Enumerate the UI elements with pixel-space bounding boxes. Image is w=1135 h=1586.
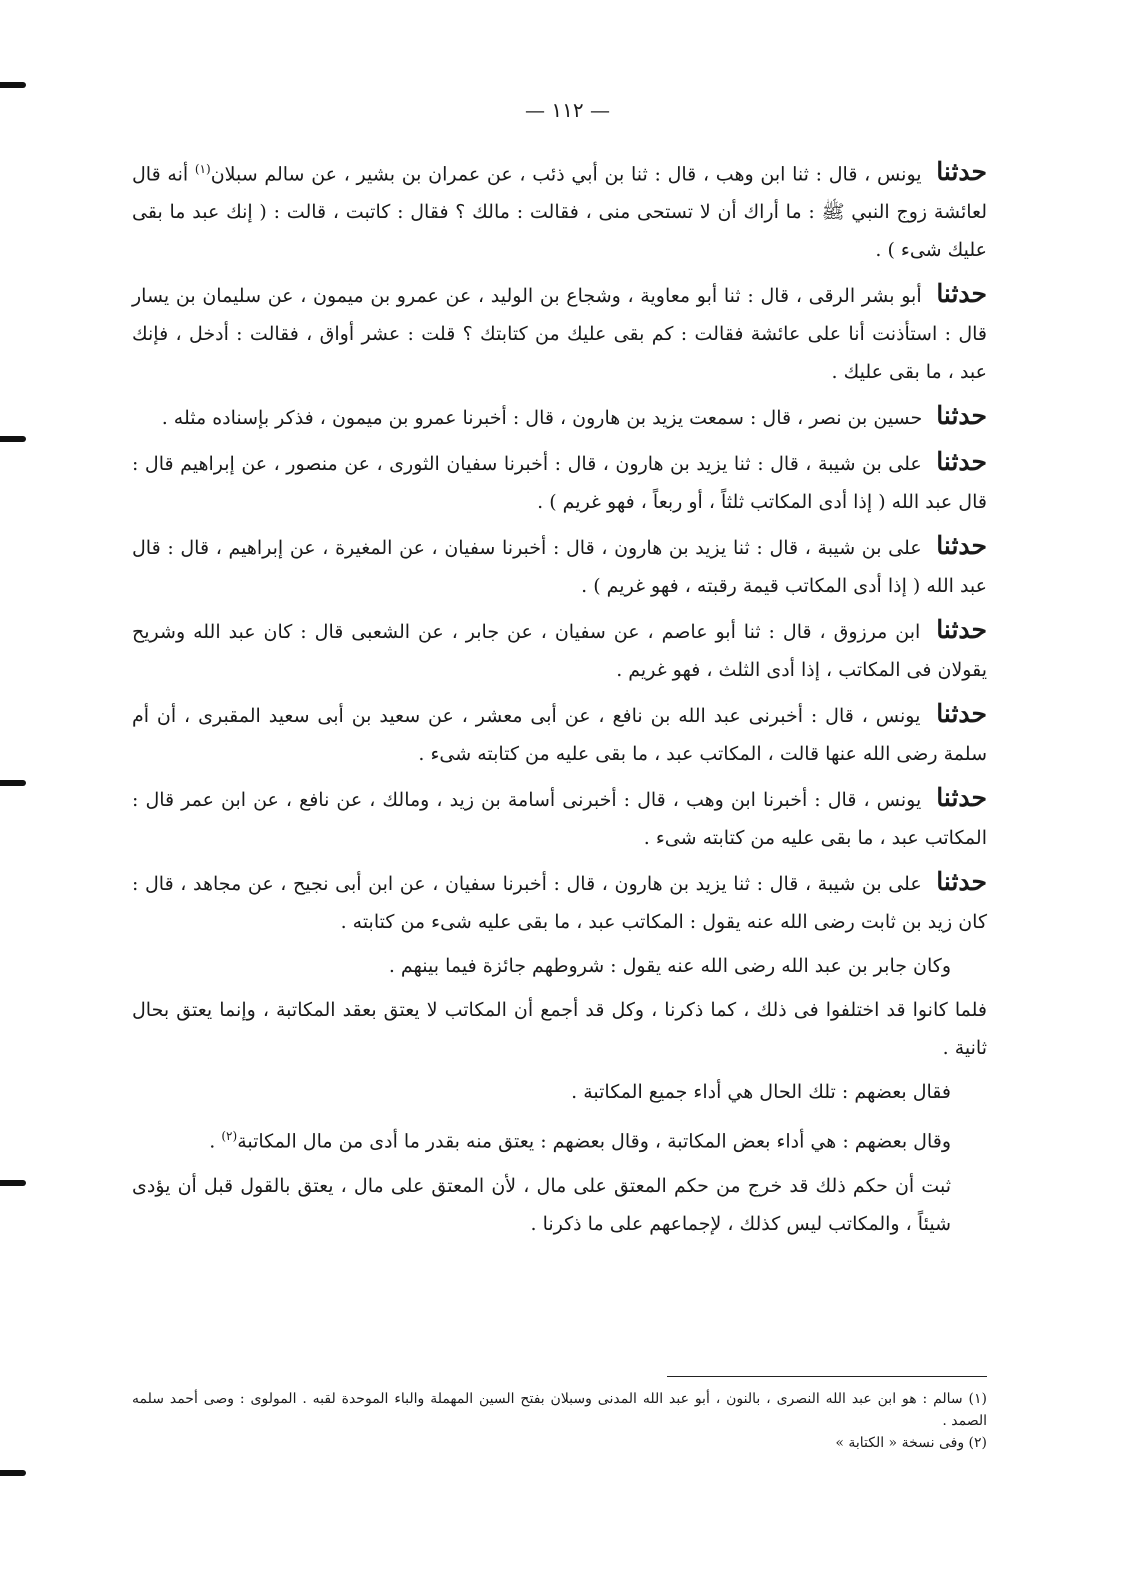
lead-word: حدثنا xyxy=(936,531,987,561)
scan-edge-mark xyxy=(0,1470,26,1476)
paragraph xyxy=(132,443,987,521)
scan-edge-mark xyxy=(0,82,26,88)
paragraph xyxy=(132,1167,987,1243)
paragraph-text: يونس ، قال : أخبرنى عبد الله بن نافع ، عن أبى معشر ، عن سعيد بن أبى سعيد المقبرى ، أن أم سلمة رضى الله عنها قالت ، المكاتب عبد ، ما بقى عليه من كتابته شىء . xyxy=(132,705,987,766)
scan-edge-mark xyxy=(0,436,26,442)
footnote-marker: (٢) xyxy=(221,1129,238,1144)
footnote-1: (١) سالم : هو ابن عبد الله النصرى ، بالنون ، أبو عبد الله المدنى وسبلان بفتح السين المهملة والباء الموحدة لقبه . المولوى : وصى أحمد سلمه الصمد . xyxy=(132,1391,987,1429)
paragraph xyxy=(132,611,987,689)
paragraph-text: فلما كانوا قد اختلفوا فى ذلك ، كما ذكرنا ، وكل قد أجمع أن المكاتب لا يعتق بعقد المكاتبة ، وإنما يعتق بحال ثانية . xyxy=(132,999,987,1060)
paragraph xyxy=(132,991,987,1067)
lead-word: حدثنا xyxy=(936,157,987,187)
paragraph-text: على بن شيبة ، قال : ثنا يزيد بن هارون ، قال : أخبرنا سفيان ، عن ابن أبى نجيح ، عن مجاهد ، قال : كان زيد بن ثابت رضى الله عنه يقول : المكاتب عبد ، ما بقى عليه شىء من كتابته . xyxy=(132,873,987,934)
paragraph xyxy=(132,275,987,391)
paragraph-text: يونس ، قال : ثنا ابن وهب ، قال : ثنا بن أبي ذئب ، عن عمران بن بشير ، عن سالم سبلان xyxy=(210,163,922,186)
page-number: — ١١٢ — xyxy=(525,98,610,122)
lead-word: حدثنا xyxy=(936,447,987,477)
paragraph xyxy=(132,150,987,269)
lead-word: حدثنا xyxy=(936,699,987,729)
paragraph: وقال بعضهم : هي أداء بعض المكاتبة ، وقال بعضهم : يعتق منه بقدر ما أدى من مال المكاتبة$^{(٢)}$ . xyxy=(209,1129,951,1153)
paragraph-text: على بن شيبة ، قال : ثنا يزيد بن هارون ، قال : أخبرنا سفيان ، عن المغيرة ، عن إبراهيم ، قال : قال عبد الله ( إذا أدى المكاتب قيمة رقبته ، فهو غريم ) . xyxy=(132,537,987,598)
paragraph xyxy=(132,695,987,773)
footnote-marker: (١) xyxy=(194,162,211,176)
footnote-2: (٢) وفى نسخة « الكتابة » xyxy=(835,1435,987,1451)
paragraph-text: يونس ، قال : أخبرنا ابن وهب ، قال : أخبرنى أسامة بن زيد ، ومالك ، عن نافع ، عن ابن عمر قال : المكاتب عبد ، ما بقى عليه من كتابته شىء . xyxy=(132,789,987,850)
paragraph-text: وقال بعضهم : هي أداء بعض المكاتبة ، وقال بعضهم : يعتق منه بقدر ما أدى من مال المكاتبة xyxy=(237,1130,951,1153)
main-text xyxy=(132,150,987,1249)
paragraph-text: أبو بشر الرقى ، قال : ثنا أبو معاوية ، وشجاع بن الوليد ، عن عمرو بن ميمون ، عن سليمان بن يسار قال : استأذنت أنا على عائشة فقالت : كم بقى عليك من كتابتك ؟ قلت : عشر أواق ، فقالت : أدخل ، فإنك عبد ، ما بقى عليك . xyxy=(132,285,987,384)
lead-word: حدثنا xyxy=(936,615,987,645)
paragraph xyxy=(132,527,987,605)
scan-edge-mark xyxy=(0,780,26,786)
paragraph-text: ثبت أن حكم ذلك قد خرج من حكم المعتق على مال ، لأن المعتق على مال ، يعتق بالقول قبل أن يؤدى شيئاً ، والمكاتب ليس كذلك ، لإجماعهم على ما ذكرنا . xyxy=(132,1174,951,1235)
paragraph xyxy=(132,397,987,437)
paragraph xyxy=(132,1073,987,1111)
lead-word: حدثنا xyxy=(936,279,988,309)
footnote-divider xyxy=(667,1376,987,1377)
paragraph-text: حسين بن نصر ، قال : سمعت يزيد بن هارون ، قال : أخبرنا عمرو بن ميمون ، فذكر بإسناده مثله . xyxy=(161,407,923,430)
scan-edge-mark xyxy=(0,1180,26,1186)
paragraph xyxy=(132,947,987,985)
paragraph xyxy=(132,779,987,857)
lead-word: حدثنا xyxy=(936,783,987,813)
paragraph-text: ابن مرزوق ، قال : ثنا أبو عاصم ، عن سفيان ، عن جابر ، عن الشعبى قال : كان عبد الله وشريح يقولان فى المكاتب ، إذا أدى الثلث ، فهو غريم . xyxy=(132,621,987,682)
paragraph-text: على بن شيبة ، قال : ثنا يزيد بن هارون ، قال : أخبرنا سفيان الثورى ، عن منصور ، عن إبراهيم قال : قال عبد الله ( إذا أدى المكاتب ثلثاً ، أو ربعاً ، فهو غريم ) . xyxy=(132,453,987,514)
paragraph-text: أنه قال لعائشة زوج النبي ﷺ : ما أراك أن لا تستحى منى ، فقالت : مالك ؟ فقال : كاتبت ، قالت : ( إنك عبد ما بقى عليك شىء ) . xyxy=(132,163,987,262)
lead-word: حدثنا xyxy=(936,867,987,897)
paragraph-text: وكان جابر بن عبد الله رضى الله عنه يقول : شروطهم جائزة فيما بينهم . xyxy=(388,955,951,978)
paragraph xyxy=(132,863,987,941)
paragraph-text: فقال بعضهم : تلك الحال هي أداء جميع المكاتبة . xyxy=(571,1081,951,1104)
footnotes xyxy=(132,1388,987,1454)
lead-word: حدثنا xyxy=(936,401,987,431)
